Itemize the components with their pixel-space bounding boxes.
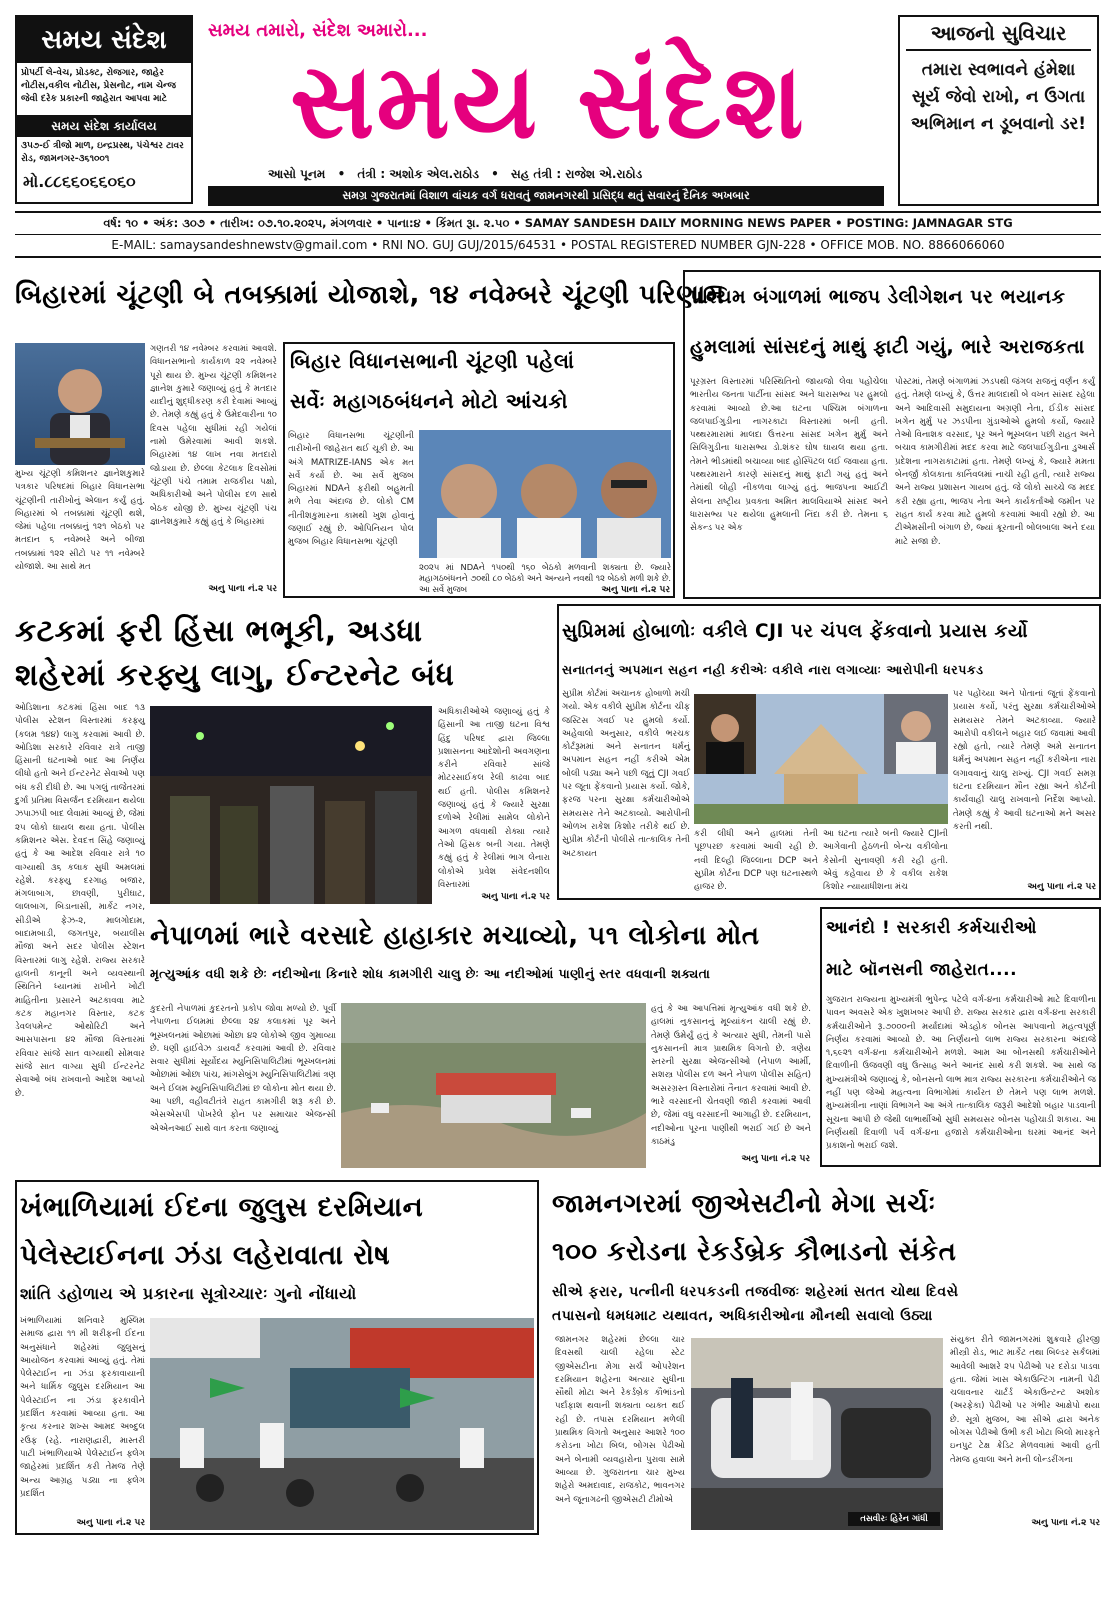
jamnagar-subheadline-2: તપાસનો ધમધમાટ યથાવત, અધિકારીઓના મૌનથી સવાલો ઉઠ્યા: [552, 1308, 933, 1324]
bihar-survey-column: બિહાર વિધાનસભા ચૂંટણીની તારીખોની જાહેરાત થઈ ચૂકી છે. આ અંગે MATRIZE-IANS એક મત સર્વે કર્યો છે. આ સર્વે મુજબ બિહારમાં NDAને ફરીથી બહુમતી મળે તેવા અંદાજ છે. લોકો CM નીતીશકુમારના કામથી ખુશ હોવાનું જણાઈ રહ્યું છે. ઓપિનિયન પોલ મુજબ બિહાર વિધાનસભા ચૂંટણી: [288, 431, 414, 548]
jamnagar-continued: અનુ પાના નં.૨ પર: [1031, 1518, 1100, 1528]
jamnagar-column-1: જામનગર શહેરમાં છેલ્લા ચાર દિવસથી ચાલી રહેલા સ્ટેટ જીએસટીના મેગા સર્ચ ઓપરેશન દરમિયાન શહેરના અત્યાર સુધીના સૌથી મોટા અને રેકર્ડબ્રેક કૌભાંડનો પર્દાફાશ થવાની શક્યતા વ્યક્ત થઈ રહી છે. તપાસ દરમિયાન મળેલી પ્રાથમિક વિગતો અનુસાર આશરે ૧૦૦ કરોડના ખોટા બિલ, બોગસ પેઢીઓ અને બેનામી વ્યવહારોના પુરાવા સામે આવ્યા છે. ગુજરાતના ચાર મુખ્ય શહેરો અમદાવાદ, રાજકોટ, ભાવનગર અને જૂનાગઢની જીએસટી ટીમોએ: [555, 1335, 685, 1505]
bihar-leaders-photo: [419, 430, 671, 558]
masthead-festival: આસો પૂનમ: [268, 167, 326, 181]
bihar-survey-headline-2: સર્વેઃ મહાગઠબંધનને મોટો આંચકો: [290, 389, 568, 413]
bengal-column-1: પૂરગ્રસ્ત વિસ્તારમાં પરિસ્થિતિનો જાયજો લેવા પહોંચેલા ભારતીય જનતા પાર્ટીના સાંસદ અને ધારાસભ્ય પર હુમલો કરવામાં આવ્યો છે.આ ઘટના પશ્ચિમ બંગાળના જલપાઈગુડીના નાગરકાટા વિસ્તારમાં બની હતી. પથ્થરમારામાં માલદા ઉત્તરના સાંસદ ખગેન મુર્મુ અને સિલિગુડીના ધારાસભ્ય ડો.શંકર ઘોષ ઘાયલ થયા હતા. તેમને ભીડમાંથી બચાવ્યા બાદ હોસ્પિટલ લઈ જવાયા હતા. પથ્થરમારાને કારણે સાંસદનું માથું ફાટી ગયું હતું અને તેમાંથી લોહી નીકળવા લાગ્યું હતું. ભાજપના આઈટી સેલના રાષ્ટ્રીય પ્રવક્તા અમિત માલવિયાએ સાંસદ અને ધારાસભ્ય પર થયેલા હુમલાની નિંદા કરી છે. તેમના ૬ સેકન્ડ પર એક: [690, 377, 888, 534]
supreme-column-mid-2: આ ઘટના ત્યારે બની જ્યારે CJIની આગેવાની હેઠળની બેન્ચ વકીલોના કેસોની સુનાવણી કરી રહી હતી. એવું કહેવાય છે કે વકીલ રાકેશ કિશોર ન્યાયાધીશના મંચ: [823, 829, 948, 893]
khambhaliya-subheadline: શાંતિ ડહોળાય એ પ્રકારના સૂત્રોચ્ચારઃ ગુનો નોંધાયો: [20, 1284, 357, 1303]
jamnagar-column-2: સંયુક્ત રીતે જામનગરમાં શુક્રવારે હીરજી મીસ્ત્રી રોડ, ભાટ માર્કેટ તથા બિલ્ડર સર્કલમાં આવેલી આશરે ૨૫ પેઢીઓ પર દરોડા પાડવા હતા. જેમાં ખાસ એકાઉન્ટિંગ નામની પેઢી ચલાવનાર ચાર્ટર્ડ એકાઉન્ટન્ટ અશોક (અરફેકા) પેઢીઓ પર ગંભીર આક્ષેપો થયા છે. સૂત્રો મુજબ, આ સીએ દ્વારા અનેક બોગસ પેઢીઓ ઉભી કરી ખોટા બિલો મારફતે ઇનપુટ ટેક્ષ ક્રેડિટ મેળવવામાં આવી હતી તેમજ હવાલા અને મની લોન્ડરીંગના: [950, 1335, 1100, 1465]
cuttack-riot-photo: [150, 706, 432, 904]
flood-image: [341, 1003, 646, 1168]
cuttack-headline-2: શહેરમાં કરફ્યુ લાગુ, ઈન્ટરનેટ બંધ: [15, 658, 455, 693]
khambhaliya-headline-1: ખંભાળિયામાં ઈદના જુલુસ દરમિયાન: [20, 1192, 424, 1223]
bihar-survey-caption: ૨૦૨૫ માં NDAને ૧૫૦થી ૧૬૦ બેઠકો મળવાની શક્યતા છે. જ્યારે મહાગઠબંધનને ૭૦થી ૮૦ બેઠકો અને અન્યને નવથી ૧૨ બેઠકો મળી શકે છે. આ સર્વે મુજબ: [419, 562, 671, 594]
supreme-column-2: પર પહોંચ્યા અને પોતાનાં જૂતાં ફેંકવાનો પ્રયાસ કર્યો, પરંતુ સુરક્ષા કર્મચારીઓએ સમયસર તેમને અટકાવ્યા. જ્યારે આરોપી વકીલને બહાર લઈ જવામાં આવી રહ્યો હતો, ત્યારે તેમણે અમે સનાતન ધર્મનું અપમાન સહન નહીં કરીએના નારા લગાવવાનું ચાલુ રાખ્યું. CJI ગવઈ સમગ્ર ઘટના દરમિયાન મૌન રહ્યા અને કોર્ટની કાર્યવાહી ચાલુ રાખવાનો નિર્દેશ આપ્યો. તેમણે કહ્યું કે આવી ઘટનાઓ મને અસર કરતી નથી.: [953, 689, 1096, 832]
thought-box: [898, 15, 1099, 206]
bonus-headline-2: માટે બૉનસની જાહેરાત....: [826, 960, 1018, 980]
masthead-editor: તંત્રી : અશોક એલ.રાઠોડ: [357, 167, 479, 181]
bihar-continued: અનુ પાના નં.૨ પર: [208, 584, 277, 594]
bihar-commissioner-photo: [15, 343, 145, 465]
khambhaliya-procession-photo: [150, 1318, 534, 1530]
nepal-subheadline: મૃત્યુઆંક વધી શકે છેઃ નદીઓના કિનારે શોધ કામગીરી ચાલુ છેઃ આ નદીઓમાં પાણીનું સ્તર વધવાની શક્યતા: [150, 967, 711, 981]
jamnagar-subheadline-1: સીએ ફરાર, પત્નીની ધરપકડની તજવીજઃ શહેરમાં સતત ચોથા દિવસે: [552, 1284, 959, 1300]
bihar-column-2: ગણતરી ૧૪ નવેમ્બર કરવામાં આવશે. વિધાનસભાનો કાર્યકાળ ૨૨ નવેમ્બરે પૂરો થાય છે. મુખ્ય ચૂંટણી કમિશનર જ્ઞાનેશ કુમારે જણાવ્યું હતું કે મતદાર યાદીનું શુદ્ધીકરણ કરી દેવામાં આવ્યું છે. તેમણે કહ્યું હતું કે ઉમેદવારીના ૧૦ દિવસ પહેલા સુધીમાં રહી ગયેલાં નામો ઉમેરવામાં આવી શકશે. બિહારમાં ૧૪ લાખ નવા મતદારો જોડાયા છે. છેલ્લા કેટલાક દિવસોમાં ચૂંટણી પંચે તમામ રાજકીય પક્ષો, અધિકારીઓ અને પોલીસ દળ સાથે બેઠક યોજી છે. મુખ્ય ચૂંટણી પંચ જ્ઞાનેશકુમારે કહ્યું હતું કે બિહારમાં: [150, 344, 277, 527]
cuttack-continued: અનુ પાના નં.૨ પર: [481, 892, 550, 902]
raid-image: [691, 1338, 943, 1530]
masthead-office-address: ૩૫૭-ઈ ત્રીજો માળ, ઇન્દ્રપ્રસ્થ, પંચેશ્વર ટાવર રોડ, જામનગર-૩૬૧૦૦૧: [21, 141, 184, 164]
masthead-left-logo: સમય સંદેશ: [17, 17, 191, 63]
khambhaliya-continued: અનુ પાના નં.૨ પર: [76, 1518, 145, 1528]
thought-title: આજનો સુવિચાર: [906, 21, 1091, 51]
jamnagar-headline-1: જામનગરમાં જીએસટીનો મેગા સર્ચઃ: [552, 1189, 936, 1219]
bonus-headline-1: આનંદો ! સરકારી કર્મચારીઓ: [826, 918, 1037, 938]
supreme-column-1: સુપ્રીમ કોર્ટમાં અચાનક હોબાળો મચી ગયો. એક વકીલે સુપ્રીમ કોર્ટના ચીફ જસ્ટિસ ગવઈ પર હુમલો કર્યો. અહેવાલો અનુસાર, વકીલે ભરચક કોર્ટરૂમમાં અને સનાતન ધર્મનું અપમાન સહન નહીં કરીએ એમ બોલી પડ્યા અને પછી જૂતું CJI ગવઈ પર જૂતા ફેંકવાનો પ્રયાસ કર્યો. જોકે, ફરજ પરના સુરક્ષા કર્મચારીઓએ સમયસર તેને અટકાવ્યો. આરોપીની ઓળખ રાકેશ કિશોર તરીકે થઈ છે. સુપ્રીમ કોર્ટની પોલીસે તાત્કાલિક તેની અટકાયત: [562, 689, 690, 859]
masthead-strap: સમગ્ર ગુજરાતમાં વિશાળ વાંચક વર્ગ ધરાવતું જામનગરથી પ્રસિદ્ધ થતું સવારનું દૈનિક અખબાર: [208, 186, 884, 206]
nepal-headline: નેપાળમાં ભારે વરસાદે હાહાકાર મચાવ્યો, ૫૧ લોકોના મોત: [150, 921, 760, 951]
bihar-survey-continued: અનુ પાના નં.૨ પર: [601, 585, 670, 595]
masthead-office-title: સમય સંદેશ કાર્યાલય: [17, 115, 191, 137]
masthead-left-text: પ્રોપર્ટી લે-વેચ, પ્રોડક્ટ, રોજગાર, જાહેર નોટીસ,વકીલ નોટીસ, પ્રેસનોટ, નામ ચેન્જ જેવી દરેક પ્રકારની જાહેરાત આપવા માટે: [21, 68, 177, 104]
masthead-editor-line: આસો પૂનમ • તંત્રી : અશોક એલ.રાઠોડ • સહ તંત્રી : રાજેશ એ.રાઠોડ: [268, 167, 643, 181]
khambhaliya-column: ખંભાળિયામાં શનિવારે મુસ્લિમ સમાજ દ્વારા ૧૧ મી શરીફની ઈદના અનુસંધાને શહેરમાં જુલુસનું આયોજન કરવામાં આવ્યું હતું. તેમાં પેલેસ્ટાઈન ના ઝંડા ફરકાવાયાની અને ધાર્મિક જુલુસ દરમિયાન આ પેલેસ્ટાઈન ના ઝંડા ફરકાવીને પ્રદર્શિત કરવામાં આવ્યા હતા. આ કૃત્ય કરનાર શખ્સ આમદ અબ્દુલ રઉફ (રહે. નારાણદ્વારી, માસ્તરી પાટી ખંભાળિયાએ પેલેસ્ટાઈન ફ્લેગ જાહેરમાં પ્રદર્શિત કરી તેમજ તેણે અન્ય આગ્રહ પડ્યા ના ફ્લેગ પ્રદર્શિત: [20, 1316, 145, 1499]
jamnagar-raid-photo: [691, 1338, 943, 1530]
court-image: [694, 694, 948, 824]
jamnagar-photo-credit: તસવીરઃ હિરેન ગાંધી: [848, 1512, 940, 1526]
khambhaliya-headline-2: પેલેસ્ટાઈનના ઝંડા લહેરાવાતા રોષ: [20, 1240, 391, 1271]
supreme-column-mid-1: કરી લીધી અને હાલમાં તેની પૂછપરછ કરવામાં આવી રહી છે. નવી દિલ્હી જિલ્લાના DCP અને સુપ્રીમ કોર્ટના DCP પણ ઘટનાસ્થળે હાજર છે.: [694, 829, 818, 893]
supreme-subheadline: સનાતનનું અપમાન સહન નહી કરીએઃ વકીલે નારા લગાવ્યાઃ આરોપીની ધરપકડ: [562, 662, 984, 677]
supreme-continued: અનુ પાના નં.૨ પર: [1027, 882, 1096, 892]
bihar-headline: બિહારમાં ચૂંટણી બે તબક્કામાં યોજાશે, ૧૪ નવેમ્બરે ચૂંટણી પરિણામ: [15, 280, 725, 310]
cuttack-column-2: અધિકારીઓએ જણાવ્યું હતું કે હિંસાની આ તાજી ઘટના વિશ્વ હિંદુ પરિષદ દ્વારા જિલ્લા પ્રશાસનના આદેશોની અવગણના કરીને રવિવારે સાંજે મોટરસાઈકલ રેલી કાઢવા બાદ થઈ હતી. પોલીસ કમિશનરે જણાવ્યું હતું કે જ્યારે સુરક્ષા દળોએ રેલીમાં સામેલ લોકોને આગળ વધવાથી રોક્યા ત્યારે તેઓ હિંસક બની ગયા. તેમણે કહ્યું હતું કે રેલીમાં ભાગ લેનારા લોકોએ પ્રવેશ સંવેદનશીલ વિસ્તારમાં: [438, 707, 550, 890]
bengal-headline-2: હુમલામાં સાંસદનું માથું ફાટી ગયું, ભારે અરાજકતા: [690, 336, 1085, 358]
masthead-tagline: સમય તમારો, સંદેશ અમારો...: [208, 20, 428, 41]
bihar-column-1: મુખ્ય ચૂંટણી કમિશનર જ્ઞાનેશકુમારે પત્રકાર પરિષદમાં બિહાર વિધાનસભા ચૂંટણીની તારીખોનું એલાન કર્યું હતું. બિહારમાં બે તબક્કામાં ચૂંટણી થશે, જેમાં પહેલા તબક્કાનું ૧૨૧ બેઠકો પર મતદાન ૬ નવેમ્બરે અને બીજા તબક્કામાં ૧૨૨ સીટો પર ૧૧ નવેમ્બરે યોજાશે. આ સાથે મત: [15, 469, 145, 573]
supreme-headline: સુપ્રિમમાં હોબાળોઃ વકીલે CJI પર ચંપલ ફેંકવાનો પ્રયાસ કર્યો: [562, 621, 1029, 642]
issue-info-line: વર્ષ: ૧૦ • અંક: ૩૦૭ • તારીખ: ૦૭.૧૦.૨૦૨૫, મંગળવાર • પાના:૪ • કિંમત રૂા. ૨.૫૦ • SAMAY SANDESH DAILY MORNING NEWS PAPER • POSTING: JAMNAGAR STG: [103, 216, 1013, 230]
leaders-image: [419, 430, 671, 558]
procession-image: [150, 1318, 534, 1530]
bihar-survey-headline-1: બિહાર વિધાનસભાની ચૂંટણી પહેલાં: [290, 349, 575, 373]
person-image: [15, 343, 145, 465]
masthead-office-phone: મો.૮૮૬૬૦૬૬૦૬૦: [23, 172, 136, 191]
nepal-column-2: હતું કે આ આપત્તિમાં મૃત્યુઆંક વધી શકે છે. હાલમાં નુકસાનનું મૂલ્યાંકન ચાલી રહ્યું છે. તેમણે ઉમેર્યું હતું કે અત્યાર સુધી, તેમની પાસે નુકસાનની માત્ર પ્રાથમિક વિગતો છે. ત્રણેય સ્તરની સુરક્ષા એજન્સીઓ (નેપાળ આર્મી, સશસ્ત્ર પોલીસ દળ અને નેપાળ પોલીસ સહિત) અસરગ્રસ્ત વિસ્તારોમાં તૈનાત કરવામાં આવી છે. ભારે વરસાદની ચેતવણી જારી કરવામાં આવી છે, જેમાં વધુ વરસાદની આગાહી છે. દરમિયાન, નદીઓના પૂરના પાણીથી ભરાઈ ગઈ છે અને કાઠમંડુ: [651, 1004, 811, 1147]
cuttack-column-1: ઓડિશાના કટકમાં હિંસા બાદ ૧૩ પોલીસ સ્ટેશન વિસ્તારમાં કરફ્યુ (કલમ ૧૪૪) લાગુ કરવામાં આવી છે. ઓડિશા સરકારે રવિવાર રાત્રે તાજી હિંસાની ઘટનાઓ બાદ આ નિર્ણય લીધો હતો અને ઈન્ટરનેટ સેવાઓ પણ બંધ કરી દીધી છે. આ પગલું તાજેતરમાં દુર્ગા પ્રતિમા વિસર્જન દરમિયાન થયેલા ઝપાઝપી બાદ લેવામાં આવ્યું છે, જેમાં ૨૫ લોકો ઘાયલ થયા હતા. પોલીસ કમિશનર એસ. દેવદત્ત સિંહે જણાવ્યું હતું કે આ આદેશ રવિવાર રાત્રે ૧૦ વાગ્યાથી ૩૬ કલાક સુધી અમલમાં રહેશે. કરફ્યુ દરગાહ બજાર, મંગલાબાગ, છાવણી, પુરીઘાટ, લાલબાગ, બિડાનાસી, માર્કેટ નગર, સીડીએ ફેઝ-૨, માલગોદામ, બાદામબાડી, જગતપુર, બયાલીસ મૌજા અને સદર પોલીસ સ્ટેશન વિસ્તારમાં લાગુ રહેશે. રાજ્ય સરકારે હાલની કાનૂની અને વ્યવસ્થાની સ્થિતિને ધ્યાનમાં રાખીને ખોટી માહિતીના પ્રસારને અટકાવવા માટે કટક મહાનગર વિસ્તાર, કટક ડેવલપમેન્ટ ઓથોરિટી અને આસપાસના ૪૨ મૌજા વિસ્તારમાં રવિવાર સાંજે સાત વાગ્યાથી સોમવાર સાંજે સાત વાગ્યા સુધી ઈન્ટરનેટ સેવાઓ બંધ રાખવાનો આદેશ આપ્યો છે.: [15, 703, 145, 1099]
nepal-continued: અનુ પાના નં.૨ પર: [741, 1154, 810, 1164]
masthead-co-editor: સહ તંત્રી : રાજેશ એ.રાઠોડ: [510, 167, 643, 181]
supreme-court-photo: [694, 694, 948, 824]
masthead-title: સમય સંદેશ: [290, 40, 806, 162]
masthead-left-box: [15, 15, 193, 204]
thought-text: તમારા સ્વભાવને હંમેશા સૂર્ય જેવો રાખો, ન ઉગતા અભિમાન ન ડૂબવાનો ડર!: [910, 60, 1087, 134]
bonus-text: ગુજરાત રાજ્યના મુખ્યમંત્રી ભુપેન્દ્ર પટેલે વર્ગ-૪ના કર્મચારીઓ માટે દિવાળીના પાવન અવસરે એક ખુશખબર આપી છે. રાજ્ય સરકાર દ્વારા વર્ગ-૪ના સરકારી કર્મચારીઓને રૂ.૭૦૦૦ની મર્યાદામાં એડહોક બોનસ આપવાનો મહત્વપૂર્ણ નિર્ણય કરવામાં આવ્યો છે. આ નિર્ણયનો લાભ રાજ્ય સરકારના અંદાજે ૧,૬૯૨૧ વર્ગ-૪ના કર્મચારીઓને મળશે. આમ આ બોનસથી કર્મચારીઓને દિવાળીની ઉજવણી વધુ ઉત્સાહ અને આનંદ સાથે કરી શકશે. આ સાથે જ મુખ્યમંત્રીએ જણાવ્યું કે, બોનસનો લાભ માત્ર રાજ્ય સરકારના કર્મચારીઓને જ નહીં પણ જેઓ મહત્વના વિભાગોમાં કાર્યરત છે તેમને પણ લાભ મળશે. મુખ્યમંત્રીના નાણાં વિભાગને આ અંગે તાત્કાલિક જરૂરી આદેશો બહાર પાડવાની સૂચના આપી છે જેથી લાભાર્થીઓ સુધી સમયસર બોનસ પહોંચાડી શકાય. આ નિર્ણયથી દિવાળી પર્વે વર્ગ-૪ના હજારો કર્મચારીઓના ઘરમાં આનંદ અને પ્રકાશનો ભરાઈ જશે.: [826, 995, 1096, 1152]
bengal-headline-1: પશ્ચિમ બંગાળમાં ભાજપ ડેલીગેશન પર ભયાનક: [690, 286, 1066, 308]
cuttack-headline-1: કટકમાં ફરી હિંસા ભભૂકી, અડધા: [15, 614, 423, 649]
bengal-column-2: પોસ્ટમાં, તેમણે બંગાળમાં ઝડપથી જંગલ રાજનું વર્ણન કર્યું હતું. તેમણે લખ્યું કે, ઉત્તર માલદાથી બે વખત સાંસદ રહેલા અને આદિવાસી સમુદાયના અગ્રણી નેતા, ઈડીક સાંસદ ખગેન મુર્મુ પર ઝડપીના ગુંડાઓએ હુમલો કર્યો, જ્યારે તેઓ વિનાશક વરસાદ, પૂર અને ભૂસ્ખલન પછી રાહત અને બચાવ કામગીરીમાં મદદ કરવા માટે જલપાઈગુડીના ડુઆર્સ પ્રદેશના નાગરાકાટામાં હતા. તેમણે લખ્યું કે, જ્યારે મમતા બેનર્જી કોલકાતા કાર્નિવલમાં નાચી રહી હતી, ત્યારે રાજ્ય અને રાજ્ય પ્રશાસન ગાયબ હતું. જે લોકો સાચ્ચે જ મદદ કરી રહ્યા હતા, ભાજપ નેતા અને કાર્યકર્તાઓ જમીન પર રાહત કાર્ય કરવા માટે હુમલો કરવામાં આવી રહ્યો છે. આ ટીએમસીની બંગાળ છે, જ્યાં ક્રૂરતાની બોલબાલા અને દયા માટે સજા છે.: [895, 377, 1095, 547]
nepal-flood-photo: [341, 1003, 646, 1168]
jamnagar-headline-2: ૧૦૦ કરોડના રેકર્ડબ્રેક કૌભાડનો સંકેત: [552, 1237, 957, 1267]
contact-info-line: E-MAIL: samaysandeshnewstv@gmail.com • RNI NO. GUJ GUJ/2015/64531 • POSTAL REGISTERED NUMBER GJN-228 • OFFICE MOB. NO. 8866066060: [111, 238, 1005, 252]
crowd-image: [150, 706, 432, 904]
nepal-column-1: કુદરતી નેપાળમાં કુદરતનો પ્રકોપ જોવા મળ્યો છે. પૂર્વી નેપાળના ઈલમમાં છેલ્લા ૨૪ કલાકમાં પૂર અને ભૂસ્ખલનમાં ઓછામાં ઓછા ૪૨ લોકોએ જીવ ગુમાવ્યા છે. ધણી હાઈવેઝ ડાયવર્ટ કરવામાં આવી છે. રવિવાર સવાર સુધીમાં સૂર્યોદય મ્યુનિસિપાલિટીમાં ભૂસ્ખલનમાં ઓછામાં ઓછા પાંચ, માંગસેબુંગ મ્યુનિસિપાલિટીમાં ત્રણ અને ઈલમ મ્યુનિસિપાલિટીમાં છ લોકોના મોત થયા છે. આ પછી, વહીવટીતંત્રે રાહત કામગીરી શરૂ કરી છે. એસએસપી પોખરેલે ફોન પર સમાચાર એજન્સી એએનઆઈ સાથે વાત કરતા જણાવ્યું: [150, 1004, 336, 1134]
